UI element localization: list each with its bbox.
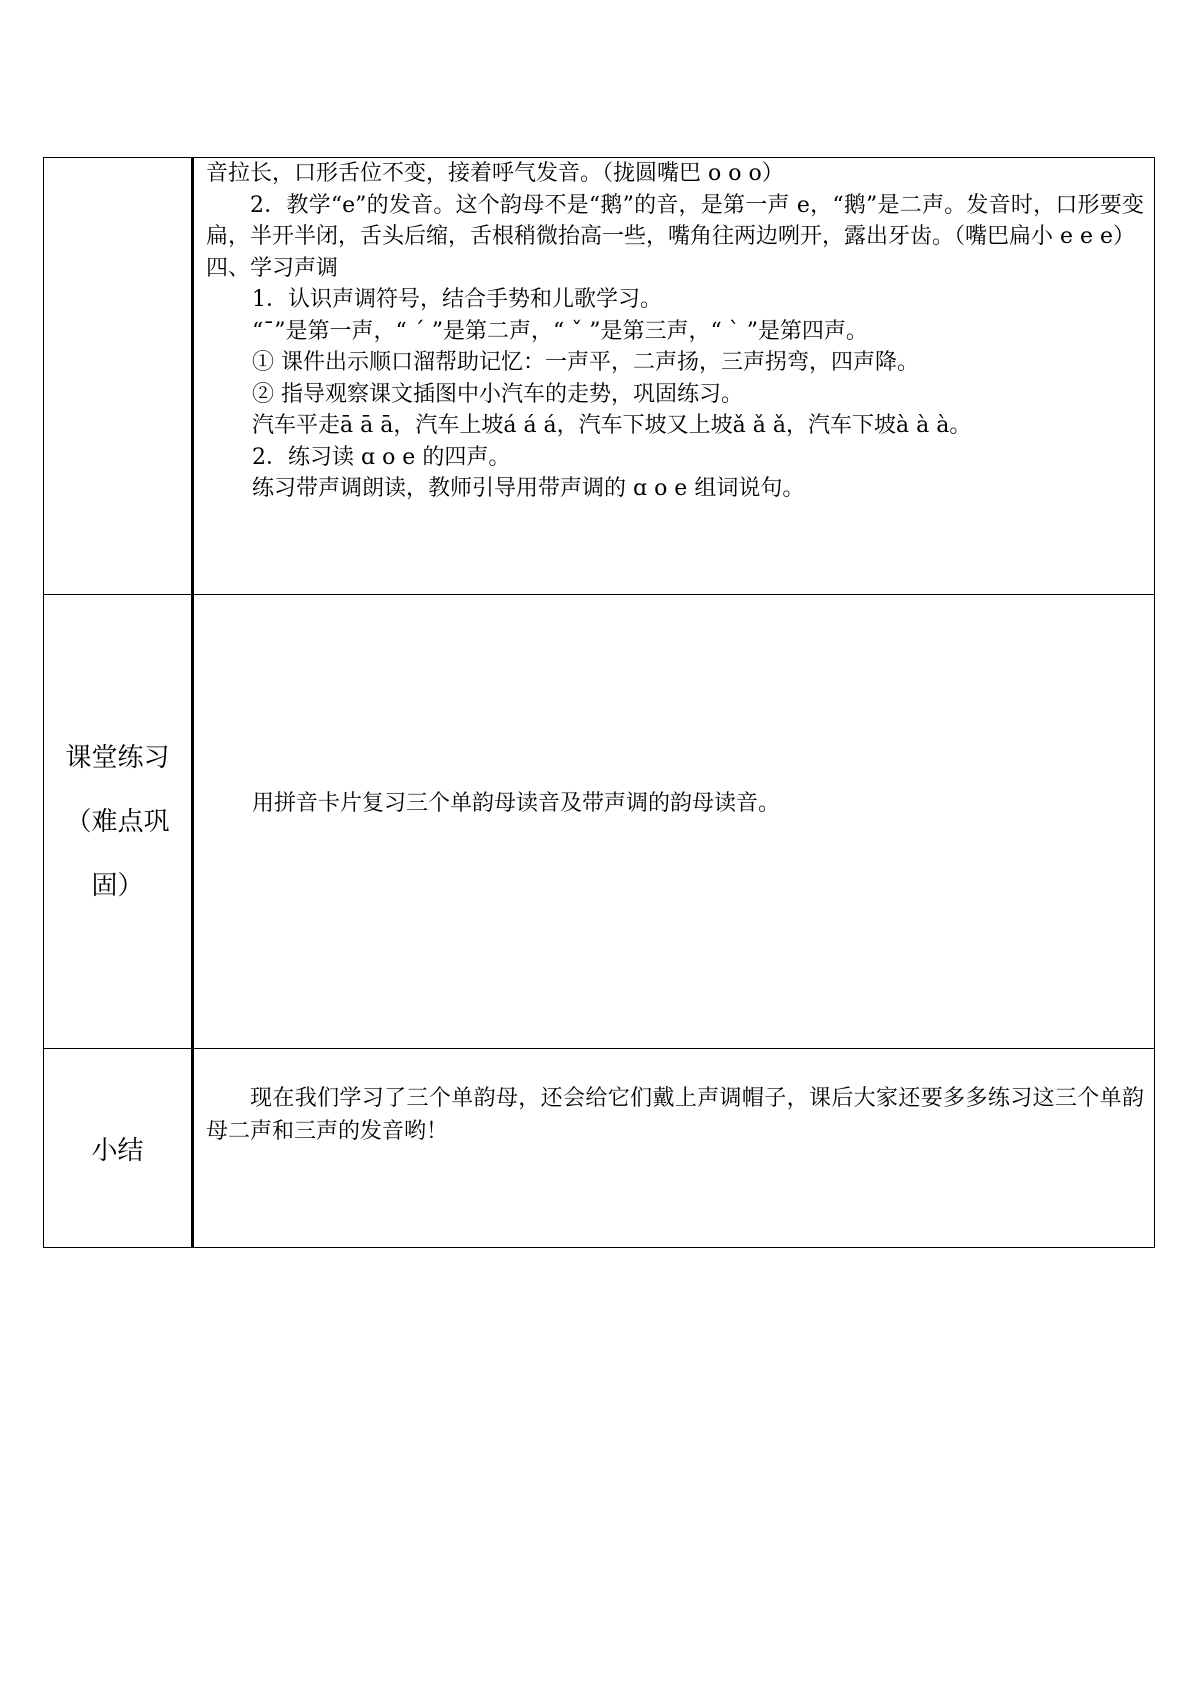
paragraph: 练习带声调朗读，教师引导用带声调的 ɑ o e 组词说句。 xyxy=(252,476,805,501)
practice-content xyxy=(206,595,1144,819)
teaching-process-content xyxy=(206,158,1144,505)
practice-content-cell xyxy=(193,595,1155,1049)
paragraph: 2．教学“e”的发音。这个韵母不是“鹅”的音，是第一声 e，“鹅”是二声。发音时，口形要变扁，半开半闭，舌头后缩，舌根稍微抬高一些，嘴角往两边咧开，露出牙齿。（嘴巴扁小 e e e） xyxy=(206,192,1144,249)
paragraph: 1．认识声调符号，结合手势和儿歌学习。 xyxy=(252,287,662,312)
paragraph: “ˉ”是第一声，“ ˊ ”是第二声，“ ˇ ”是第三声，“ ˋ ”是第四声。 xyxy=(252,318,868,344)
summary-content-cell xyxy=(193,1049,1155,1248)
summary-label-cell xyxy=(44,1049,193,1248)
table-row xyxy=(44,1049,1155,1248)
summary-content xyxy=(206,1049,1144,1148)
paragraph: ② 指导观察课文插图中小汽车的走势，巩固练习。 xyxy=(252,381,743,407)
paragraph: 用拼音卡片复习三个单韵母读音及带声调的韵母读音。 xyxy=(252,791,781,816)
empty-label-cell xyxy=(44,158,193,595)
paragraph: 现在我们学习了三个单韵母，还会给它们戴上声调帽子，课后大家还要多多练习这三个单韵母二声和三声的发音哟！ xyxy=(206,1086,1144,1144)
paragraph: 2．练习读 ɑ o e 的四声。 xyxy=(252,444,511,470)
lesson-plan-table xyxy=(43,157,1155,1248)
label-line: 课堂练习 xyxy=(65,742,170,773)
practice-label-cell xyxy=(44,595,193,1049)
label-line: （难点巩 xyxy=(65,806,170,837)
section-heading: 四、学习声调 xyxy=(206,255,339,281)
practice-label xyxy=(65,726,169,918)
table-row xyxy=(44,595,1155,1049)
label-line: 固） xyxy=(91,870,144,901)
summary-label: 小结 xyxy=(91,1135,144,1166)
teaching-process-cell xyxy=(193,158,1155,595)
table-row xyxy=(44,158,1155,595)
paragraph: 音拉长，口形舌位不变，接着呼气发音。（拢圆嘴巴 o o o） xyxy=(206,161,784,186)
paragraph: ① 课件出示顺口溜帮助记忆：一声平，二声扬，三声拐弯，四声降。 xyxy=(252,350,919,375)
paragraph: 汽车平走ā ā ā，汽车上坡á á á，汽车下坡又上坡ǎ ǎ ǎ，汽车下坡à à à。 xyxy=(252,413,972,438)
